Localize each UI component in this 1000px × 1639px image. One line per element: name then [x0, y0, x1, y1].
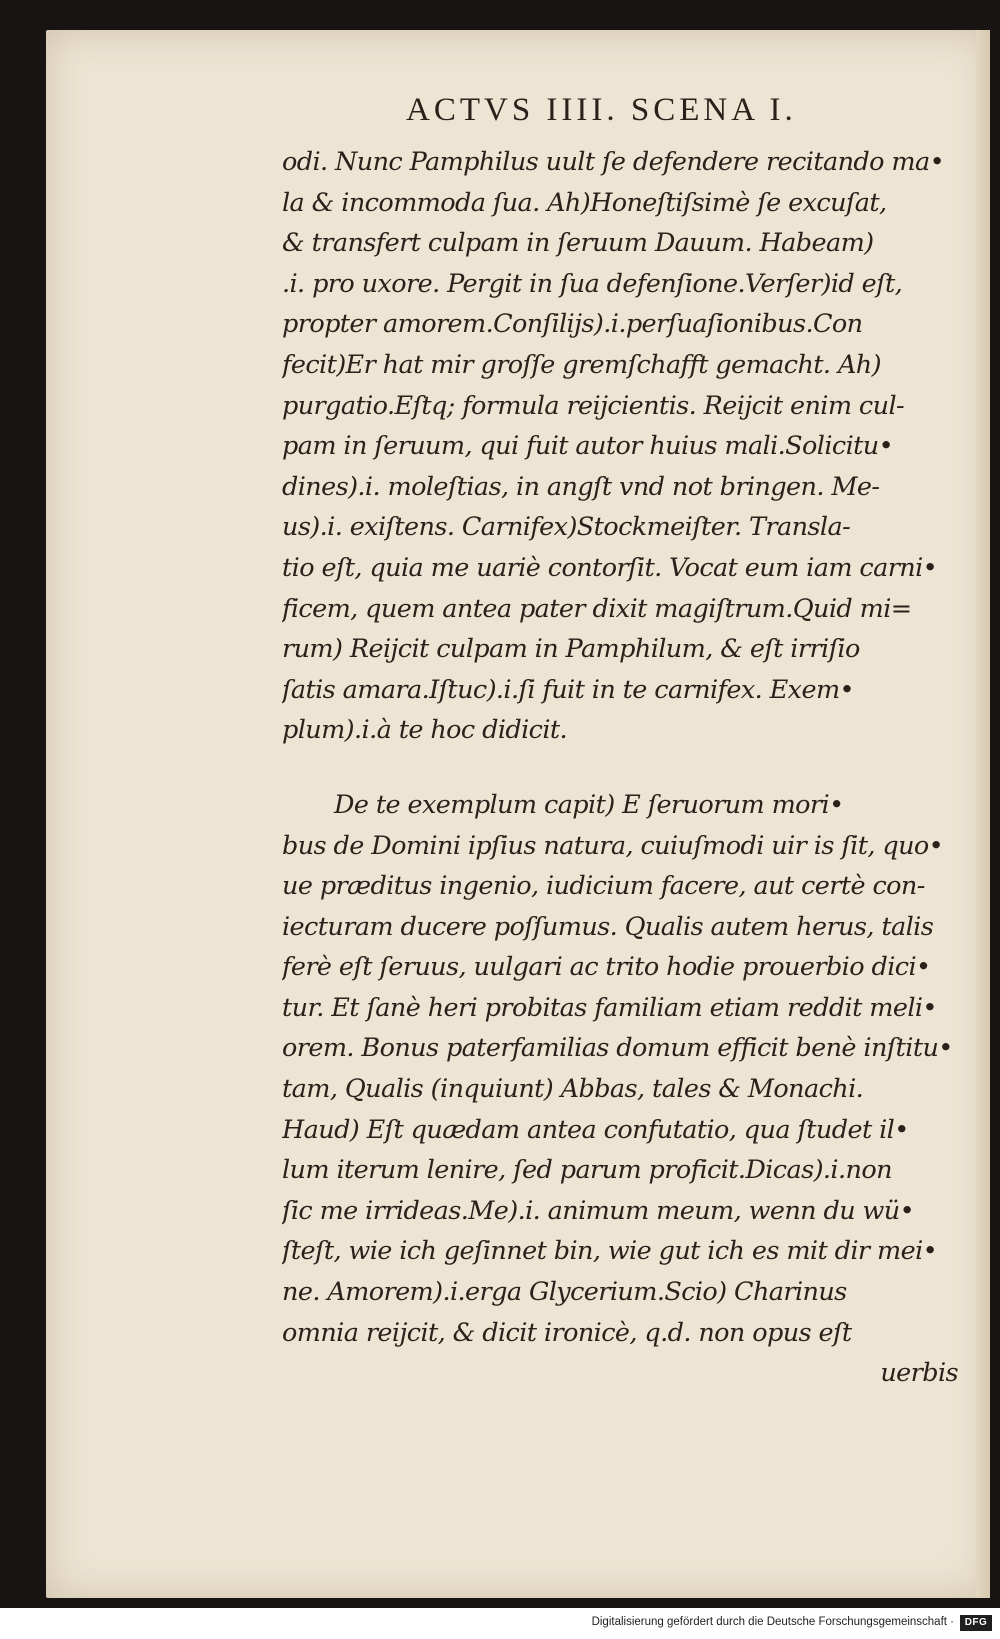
book-page	[46, 30, 990, 1598]
text-line: Haud) Eſt quædam antea confutatio, qua ſtudet il•	[282, 1114, 909, 1145]
text-line: orem. Bonus paterfamilias domum efficit benè inſtitu•	[282, 1033, 953, 1064]
text-line: propter amorem.Conſilijs).i.perſuaſionibus.Con	[282, 309, 863, 340]
text-line: ferè eſt ſeruus, uulgari ac trito hodie prouerbio dici•	[282, 952, 931, 983]
text-line: ficem, quem antea pater dixit magiſtrum.Quid mi=	[282, 593, 912, 624]
footer-credit: Digitalisierung gefördert durch die Deutsche Forschungsgemeinschaft ·	[591, 1616, 954, 1628]
dfg-logo: DFG	[960, 1615, 992, 1631]
text-line: purgatio.Eſtq; formula reijcientis. Reijcit enim cul-	[282, 390, 905, 421]
text-line: dines).i. moleſtias, in angſt vnd not bringen. Me-	[282, 471, 880, 502]
text-line: De te exemplum capit) E ſeruorum mori•	[334, 789, 844, 820]
running-head: ACTVS IIII. SCENA I.	[406, 92, 797, 128]
footer-bar	[0, 1608, 1000, 1639]
text-line: pam in ſeruum, qui fuit autor huius mali.Solicitu•	[282, 431, 894, 462]
text-line: odi. Nunc Pamphilus uult ſe defendere recitando ma•	[282, 147, 945, 177]
text-line: plum).i.à te hoc didicit.	[282, 715, 568, 746]
page-edge	[976, 30, 990, 1598]
text-line: lum iterum lenire, ſed parum proficit.Dicas).i.non	[282, 1155, 892, 1186]
text-line: omnia reijcit, & dicit ironicè, q.d. non opus eſt	[282, 1317, 852, 1348]
text-line: fecit)Er hat mir groſſe gremſchafft gemacht. Ah)	[282, 349, 881, 380]
text-line: ſteſt, wie ich geſinnet bin, wie gut ich es mit dir mei•	[282, 1236, 938, 1267]
text-line: tio eſt, quia me uariè contorſit. Vocat eum iam carni•	[282, 552, 938, 583]
text-line: la & incommoda ſua. Ah)Honeſtiſsimè ſe excuſat,	[282, 187, 887, 218]
text-line: us).i. exiſtens. Carnifex)Stockmeiſter. Transla-	[282, 512, 851, 543]
text-line: .i. pro uxore. Pergit in ſua defenſione.Verſer)id eſt,	[282, 268, 903, 299]
catchword: uerbis	[880, 1358, 958, 1389]
text-line: tur. Et ſanè heri probitas familiam etiam reddit meli•	[282, 992, 937, 1023]
text-line: tam, Qualis (inquiunt) Abbas, tales & Monachi.	[282, 1074, 864, 1105]
paragraph-gap	[282, 751, 962, 785]
text-line: ſatis amara.Iſtuc).i.ſi fuit in te carnifex. Exem•	[282, 674, 854, 705]
text-line: ne. Amorem).i.erga Glycerium.Scio) Charinus	[282, 1277, 847, 1308]
text-line: rum) Reijcit culpam in Pamphilum, & eſt irriſio	[282, 634, 860, 665]
text-line: bus de Domini ipſius natura, cuiuſmodi uir is ſit, quo•	[282, 830, 944, 861]
text-line: & transfert culpam in ſeruum Dauum. Habeam)	[282, 228, 874, 259]
text-line: ſic me irrideas.Me).i. animum meum, wenn du wü•	[282, 1195, 915, 1226]
text-line: ue præditus ingenio, iudicium facere, aut certè con-	[282, 871, 925, 902]
text-line: iecturam ducere poſſumus. Qualis autem herus, talis	[282, 911, 934, 942]
text-block	[282, 142, 962, 1394]
